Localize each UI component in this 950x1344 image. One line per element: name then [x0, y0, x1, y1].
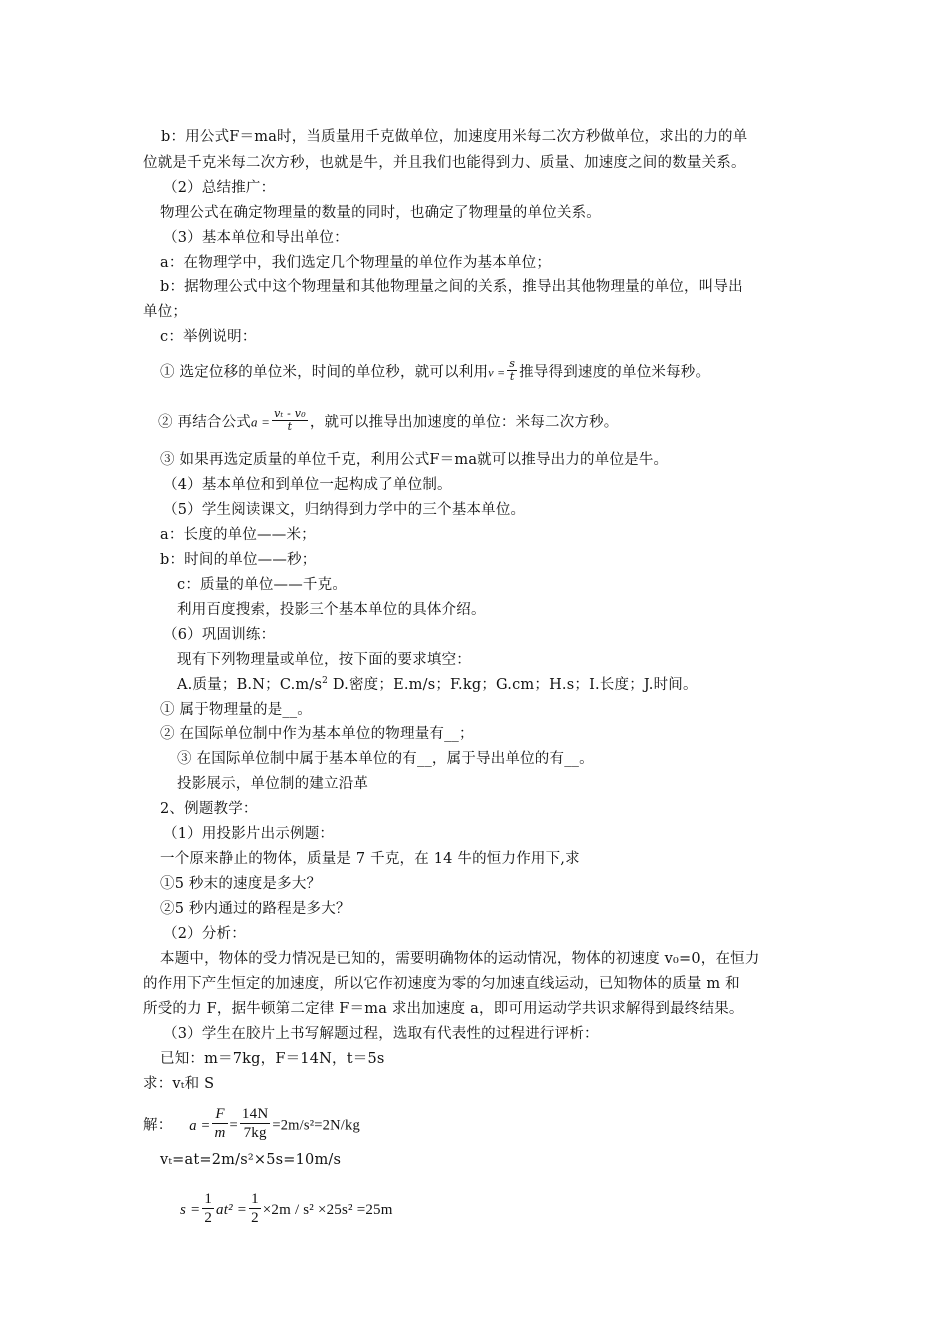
- line-17: c：质量的单位——千克。: [177, 577, 348, 593]
- heading-practice: （6）巩固训练：: [163, 627, 276, 643]
- formula-scalc-f2-numerator: 1: [251, 1191, 259, 1207]
- line-9: c：举例说明：: [160, 329, 257, 345]
- line-14: （5）学生阅读课文，归纳得到力学中的三个基本单位。: [163, 502, 526, 518]
- heading-analysis: （2）分析：: [163, 926, 246, 942]
- formula-acalc-f1-denominator: m: [214, 1125, 226, 1141]
- heading-summary: （2）总结推广：: [163, 180, 276, 196]
- line-13: （4）基本单位和到单位一起构成了单位制。: [163, 477, 452, 493]
- formula-a-numerator: vₜ - v₀: [274, 407, 306, 420]
- line-10-text-b: 推导得到速度的单位米每秒。: [519, 364, 711, 381]
- formula-scalc-f1-denominator: 2: [204, 1210, 213, 1226]
- formula-acalc-f1-numerator: F: [212, 1105, 227, 1124]
- line-4: 物理公式在确定物理量的数量的同时，也确定了物理量的单位关系。: [160, 205, 601, 221]
- line-8: 单位；: [143, 304, 188, 320]
- line-10: [160, 357, 711, 385]
- line-32: 本题中，物体的受力情况是已知的，需要明确物体的运动情况，物体的初速度 v₀=0，在恒力: [160, 951, 760, 967]
- line-33: 的作用下产生恒定的加速度，所以它作初速度为零的匀加速直线运动，已知物体的质量 m 和: [143, 976, 740, 992]
- line-34: 所受的力 F，据牛顿第二定律 F＝ma 求出加速度 a，即可用运动学共识求解得到最终结果。: [143, 1001, 744, 1017]
- line-7: b：据物理公式中这个物理量和其他物理量之间的关系，推导出其他物理量的单位，叫导出: [160, 279, 743, 295]
- line-28: 一个原来静止的物体，质量是 7 千克，在 14 牛的恒力作用下,求: [160, 851, 580, 867]
- formula-acalc-fraction-2: [240, 1105, 270, 1142]
- formula-acalc-tail: =2m/s²=2N/kg: [272, 1117, 360, 1134]
- line-6: a：在物理学中，我们选定几个物理量的单位作为基本单位；: [160, 255, 552, 271]
- formula-scalc-lhs: s =: [180, 1201, 201, 1218]
- question-1: ① 属于物理量的是__。: [160, 702, 313, 718]
- line-25: 投影展示，单位制的建立沿革: [177, 776, 369, 792]
- formula-a-denominator: t: [287, 420, 293, 433]
- heading-base-units: （3）基本单位和导出单位：: [163, 230, 349, 246]
- line-11-text-a: ② 再结合公式: [158, 414, 252, 431]
- question-2: ② 在国际单位制中作为基本单位的物理量有__；: [160, 726, 474, 742]
- formula-scalc-tail: ×2m / s² ×25s² =25m: [262, 1201, 393, 1218]
- formula-v-lhs: v =: [488, 365, 506, 380]
- heading-example: 2、例题教学：: [160, 801, 258, 817]
- line-27: （1）用投影片出示例题：: [163, 826, 335, 842]
- line-12: ③ 如果再选定质量的单位千克，利用公式F＝ma就可以推导出力的单位是牛。: [160, 452, 669, 468]
- line-35: （3）学生在胶片上书写解题过程，选取有代表性的过程进行评析：: [163, 1026, 599, 1042]
- formula-acalc-f2-numerator: 14N: [241, 1106, 269, 1122]
- formula-a-fraction: [272, 408, 308, 433]
- formula-acalc-equals: =: [229, 1117, 238, 1134]
- formula-a-lhs: a =: [251, 414, 271, 430]
- formula-acalc-f2-denominator: 7kg: [243, 1125, 267, 1141]
- formula-v-fraction: [507, 358, 517, 383]
- line-38: [143, 1107, 360, 1144]
- formula-scalc-f1-numerator: 1: [204, 1191, 213, 1207]
- line-11: [158, 407, 619, 435]
- line-11-text-b: ，就可以推导出加速度的单位：米每二次方秒。: [309, 414, 619, 431]
- line-21-text-b: D.密度；E.m/s；F.kg；G.cm；H.s；I.长度；J.时间。: [328, 677, 698, 693]
- formula-v-denominator: t: [509, 370, 515, 383]
- line-2: 位就是千克米每二次方秒，也就是牛，并且我们也能得到力、质量、加速度之间的数量关系。: [143, 155, 746, 171]
- question-3: ③ 在国际单位制中属于基本单位的有__，属于导出单位的有__。: [177, 751, 594, 767]
- formula-scalc-fraction-1: [202, 1190, 214, 1227]
- line-21-superscript: 2: [322, 676, 329, 687]
- formula-scalc-f2-denominator: 2: [251, 1210, 259, 1226]
- formula-scalc-mid: at² =: [216, 1201, 248, 1218]
- line-16: b：时间的单位——秒；: [160, 552, 317, 568]
- formula-scalc-fraction-2: [249, 1190, 261, 1227]
- formula-v-numerator: s: [509, 357, 516, 370]
- solution-label: 解：: [143, 1117, 173, 1134]
- line-29: ①5 秒末的速度是多大？: [160, 876, 322, 892]
- line-30: ②5 秒内通过的路程是多大？: [160, 901, 351, 917]
- line-18: 利用百度搜索，投影三个基本单位的具体介绍。: [177, 602, 486, 618]
- formula-acalc-lhs: a =: [189, 1117, 211, 1134]
- line-37: 求：vₜ和 S: [143, 1076, 215, 1092]
- line-21: [177, 675, 698, 695]
- line-36: 已知：m＝7kg，F＝14N，t＝5s: [160, 1051, 385, 1067]
- formula-acalc-fraction-1: [212, 1105, 227, 1142]
- line-21-text-a: A.质量；B.N；C.m/s: [177, 677, 323, 693]
- line-20: 现有下列物理量或单位，按下面的要求填空：: [177, 652, 471, 668]
- line-15: a：长度的单位——米；: [160, 527, 316, 543]
- line-40: [180, 1192, 393, 1229]
- line-1: b：用公式F＝ma时，当质量用千克做单位，加速度用米每二次方秒做单位，求出的力的单: [161, 129, 748, 145]
- line-39: vₜ=at=2m/s²×5s=10m/s: [160, 1152, 342, 1168]
- line-10-text-a: ① 选定位移的单位米，时间的单位秒，就可以利用: [160, 364, 489, 381]
